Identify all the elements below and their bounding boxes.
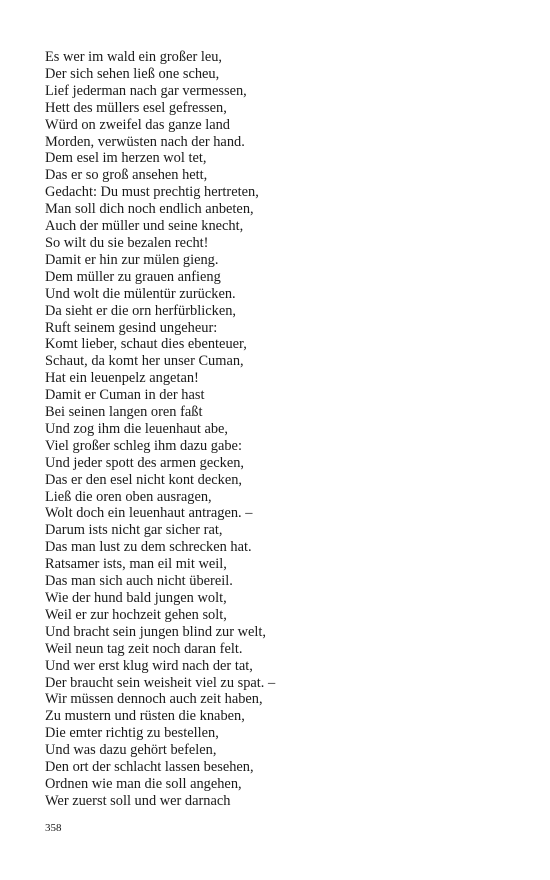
- poem-line: Und jeder spott des armen gecken,: [45, 454, 245, 471]
- poem-line: Die emter richtig zu bestellen,: [45, 725, 219, 742]
- poem-line: Und bracht sein jungen blind zur welt,: [45, 623, 267, 640]
- poem-line: Und zog ihm die leuenhaut abe,: [45, 420, 229, 437]
- poem-line: Wie der hund bald jungen wolt,: [45, 590, 227, 606]
- poem-line: Ratsamer ists, man eil mit weil,: [45, 556, 227, 573]
- poem-line: Zu mustern und rüsten die knaben,: [45, 708, 245, 725]
- poem-line: So wilt du sie bezalen recht!: [45, 234, 209, 251]
- page-number: 358: [45, 822, 62, 834]
- poem-line: Das man lust zu dem schrecken hat.: [45, 539, 252, 556]
- poem-line: Und wolt die mülentür zurücken.: [45, 285, 236, 302]
- poem-line: Weil er zur hochzeit gehen solt,: [45, 606, 227, 623]
- poem-line: Das er so groß ansehen hett,: [45, 167, 208, 184]
- poem-line: Das er den esel nicht kont decken,: [45, 471, 242, 488]
- poem-line: Und wer erst klug wird nach der tat,: [45, 657, 253, 674]
- poem-line: Den ort der schlacht lassen besehen,: [45, 759, 254, 776]
- poem-line: Viel großer schleg ihm dazu gabe:: [45, 437, 242, 454]
- poem-line: Da sieht er die orn herfürblicken,: [45, 302, 236, 319]
- poem-line: Das man sich auch nicht übereil.: [45, 573, 233, 590]
- poem-line: Hett des müllers esel gefressen,: [45, 99, 227, 116]
- poem-line: Ruft seinem gesind ungeheur:: [45, 319, 218, 336]
- poem-line: Würd on zweifel das ganze land: [45, 116, 230, 133]
- poem-line: Dem esel im herzen wol tet,: [45, 150, 207, 167]
- poem-line: Morden, verwüsten nach der hand.: [45, 133, 245, 150]
- poem-line: Damit er Cuman in der hast: [45, 387, 205, 404]
- poem-line: Dem müller zu grauen anfieng: [45, 268, 221, 285]
- poem-line: Damit er hin zur mülen gieng.: [45, 251, 219, 268]
- poem-line: Ordnen wie man die soll angehen,: [45, 775, 242, 792]
- poem-line: Darum ists nicht gar sicher rat,: [45, 522, 223, 539]
- poem-line: Gedacht: Du must prechtig hertreten,: [45, 184, 259, 201]
- poem-line: Weil neun tag zeit noch daran felt.: [45, 640, 243, 657]
- poem-line: Es wer im wald ein großer leu,: [45, 49, 223, 65]
- poem-text: [45, 49, 275, 810]
- poem-line: Der sich sehen ließ one scheu,: [45, 65, 220, 82]
- poem-line: Hat ein leuenpelz angetan!: [45, 370, 199, 387]
- poem-line: Man soll dich noch endlich anbeten,: [45, 201, 254, 218]
- poem-line: Schaut, da komt her unser Cuman,: [45, 353, 244, 370]
- poem-line: Wolt doch ein leuenhaut antragen. –: [45, 505, 253, 522]
- poem-line: Und was dazu gehört befelen,: [45, 742, 217, 759]
- poem-line: Wir müssen dennoch auch zeit haben,: [45, 691, 263, 708]
- poem-line: Lief jederman nach gar vermessen,: [45, 82, 247, 99]
- poem-line: Der braucht sein weisheit viel zu spat. –: [45, 674, 276, 691]
- poem-line: Auch der müller und seine knecht,: [45, 218, 244, 235]
- poem-line: Ließ die oren oben ausragen,: [45, 488, 212, 505]
- poem-line: Komt lieber, schaut dies ebenteuer,: [45, 336, 247, 353]
- poem-line: Wer zuerst soll und wer darnach: [45, 792, 231, 809]
- poem-line: Bei seinen langen oren faßt: [45, 404, 203, 421]
